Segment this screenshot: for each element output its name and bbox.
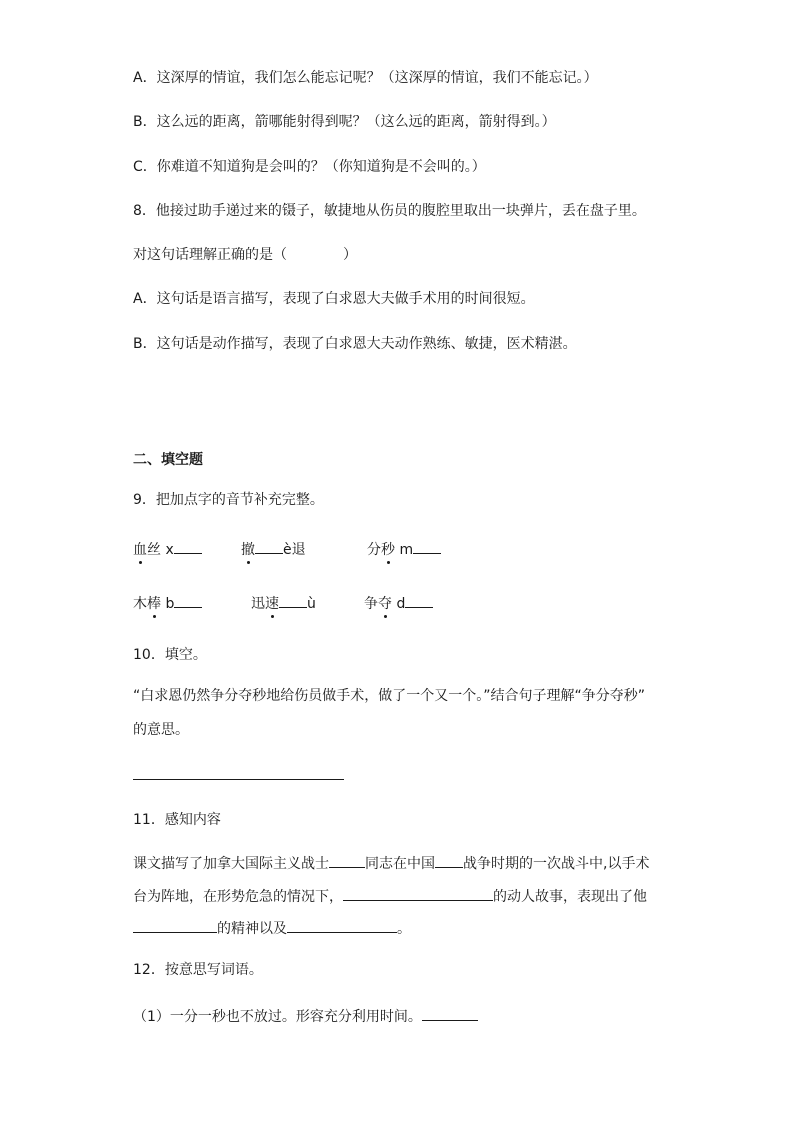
q7-option-c: C．你难道不知道狗是会叫的？（你知道狗是不会叫的。） (133, 159, 486, 175)
answer-blank[interactable] (255, 538, 283, 554)
q9-item: 木棒 b (133, 592, 202, 614)
q9-item: 血丝 x (133, 538, 202, 560)
answer-blank[interactable] (287, 917, 397, 933)
q12-stem: 12．按意思写词语。 (133, 962, 263, 978)
answer-blank[interactable] (343, 885, 493, 901)
answer-line[interactable] (133, 779, 344, 780)
q9-item: 争夺 d (364, 592, 433, 614)
q7-option-a: A．这深厚的情谊，我们怎么能忘记呢？（这深厚的情谊，我们不能忘记。） (133, 70, 598, 86)
answer-blank[interactable] (422, 1005, 478, 1021)
q9-item: 撤 è退 (241, 538, 306, 560)
q10-text-2: 的意思。 (133, 722, 189, 738)
section-title: 二、填空题 (133, 452, 203, 468)
q11-line-1: 课文描写了加拿大国际主义战士 同志在中国 战争时期的一次战斗中,以手术 (133, 852, 649, 874)
q9-stem: 9．把加点字的音节补充完整。 (133, 492, 324, 508)
q12-item-1: （1）一分一秒也不放过。形容充分利用时间。 (133, 1005, 478, 1027)
q8-prompt-close: ） (343, 247, 357, 263)
q9-item: 分秒 m (367, 538, 441, 560)
q10-stem: 10．填空。 (133, 647, 207, 663)
q8-prompt (133, 245, 357, 265)
q9-item: 迅速 ù (251, 592, 316, 614)
answer-blank[interactable] (413, 538, 441, 554)
q11-line-3: 的精神以及 。 (133, 917, 411, 939)
q8-option-a: A．这句话是语言描写，表现了白求恩大夫做手术用的时间很短。 (133, 291, 535, 307)
answer-blank[interactable] (279, 592, 307, 608)
answer-blank[interactable] (174, 538, 202, 554)
q11-stem: 11．感知内容 (133, 812, 221, 828)
q7-option-b: B．这么远的距离，箭哪能射得到呢？（这么远的距离，箭射得到。） (133, 114, 556, 130)
answer-blank[interactable] (133, 917, 217, 933)
answer-blank[interactable] (174, 592, 202, 608)
q8-prompt-text: 对这句话理解正确的是（ (133, 247, 287, 263)
q8-stem: 8．他接过助手递过来的镊子，敏捷地从伤员的腹腔里取出一块弹片，丢在盘子里。 (133, 203, 646, 219)
answer-blank[interactable] (405, 592, 433, 608)
answer-blank[interactable] (329, 852, 365, 868)
q10-text-1: “白求恩仍然争分夺秒地给伤员做手术，做了一个又一个。”结合句子理解“争分夺秒” (133, 688, 646, 704)
q11-line-2: 台为阵地，在形势危急的情况下， 的动人故事，表现出了他 (133, 885, 647, 907)
q8-option-b: B．这句话是动作描写，表现了白求恩大夫动作熟练、敏捷，医术精湛。 (133, 336, 577, 352)
answer-blank[interactable] (435, 852, 463, 868)
